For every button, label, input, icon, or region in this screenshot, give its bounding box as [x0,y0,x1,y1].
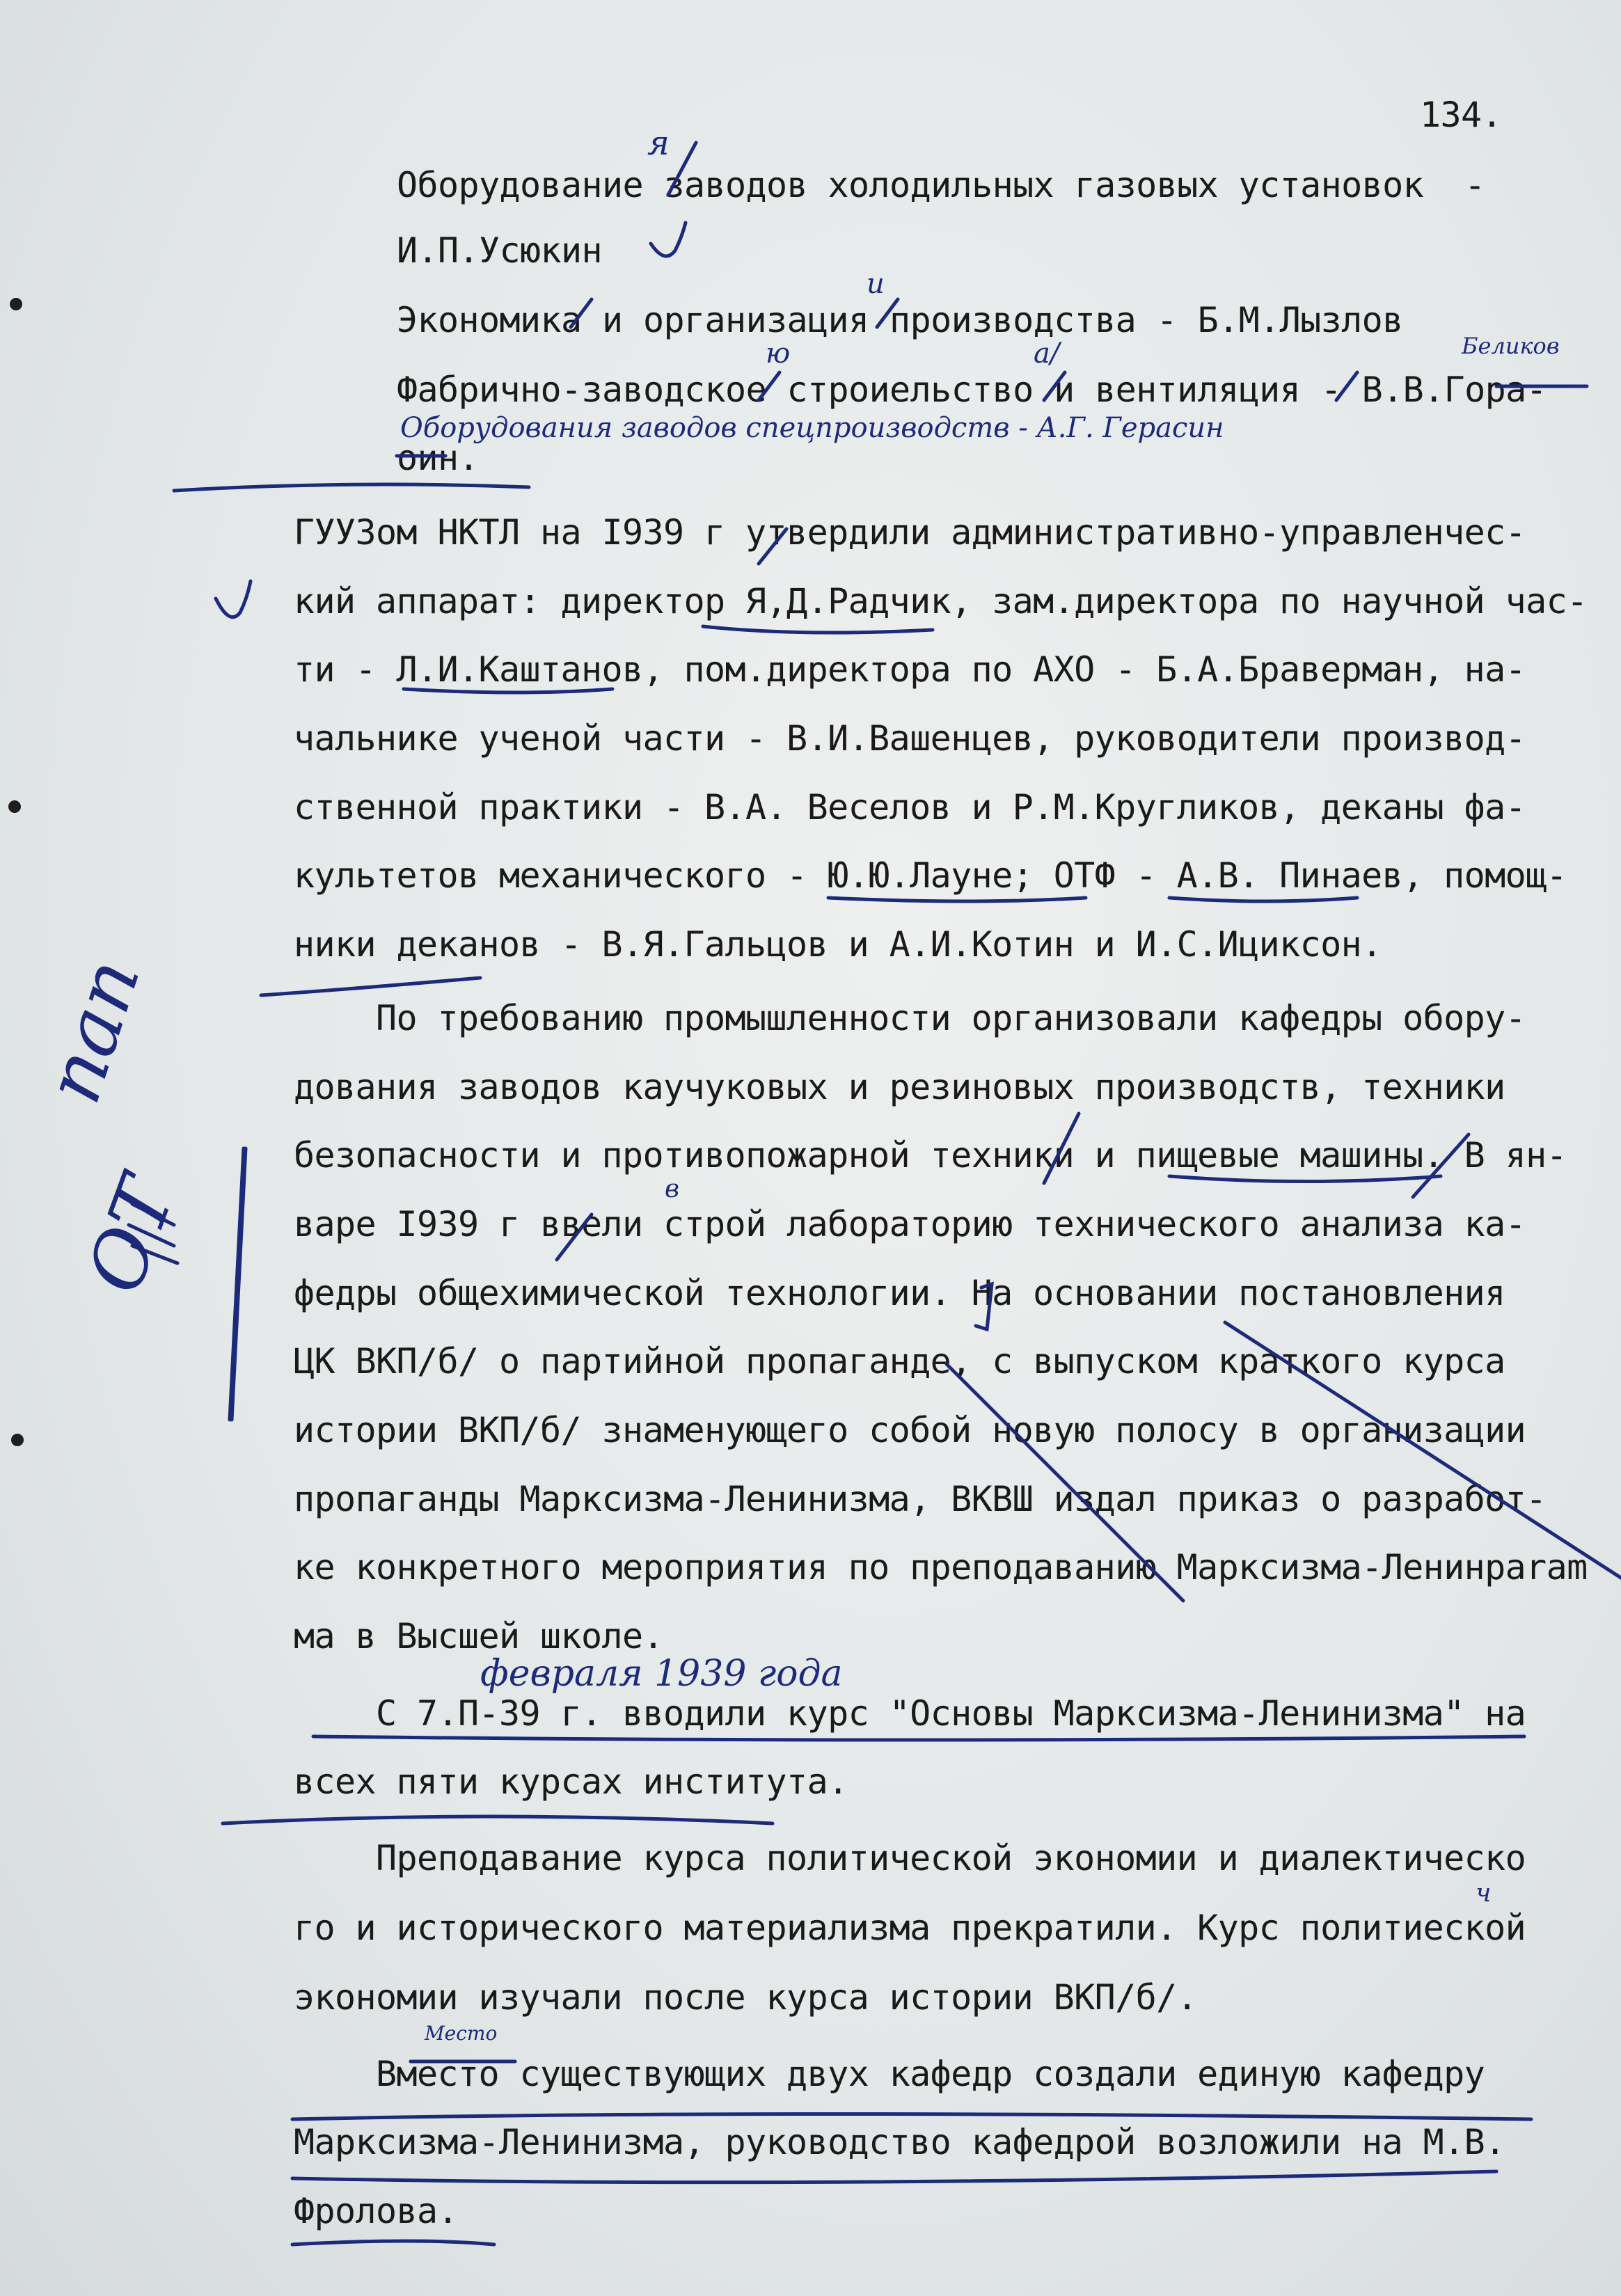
underline-pinaev [1169,898,1357,901]
handwritten-letter: а/ [1034,338,1060,370]
handwritten-correction: Беликов [1462,333,1560,359]
typed-line: Экономика и организация производства - Б.М.Лызлов [397,300,1403,340]
slash-mark [759,529,786,564]
slash-mark [759,372,780,400]
typed-line: Вместо существующих двух кафедр создали единую кафедру [294,2054,1485,2094]
typed-line: экономии изучали после курса истории ВКП/б/. [294,1977,1198,2018]
typed-line: ственной практики - В.А. Веселов и Р.М.Кругликов, деканы фа- [294,787,1526,828]
typed-line: Фролова. [294,2191,459,2231]
cross-hatch [129,1204,177,1263]
typed-line: варе I939 г ввели строй лабораторию технического анализа ка- [294,1204,1526,1244]
paragraph-start-line [261,978,480,995]
typed-line: истории ВКП/б/ знаменующего собой новую полосу в организации [294,1410,1526,1450]
bracket-mark [976,1284,992,1329]
typed-line: ти - Л.И.Каштанов, пом.директора по АХО - Б.А.Браверман, на- [294,649,1526,690]
typed-line: ники деканов - В.Я.Гальцов и А.И.Котин и И.С.Ициксон. [294,924,1382,965]
typed-line: пропаганды Марксизма-Ленинизма, ВКВШ издал приказ о разработ- [294,1479,1547,1519]
underline-date-paragraph [313,1736,1524,1740]
typed-line: всех пяти курсах института. [294,1761,848,1802]
long-diagonal-stroke [947,1364,1183,1601]
slash-mark [877,299,898,327]
typed-line: ГУУЗом НКТЛ на I939 г утвердили административно-управленчес- [294,512,1526,553]
typed-line: Преподавание курса политической экономии и диалектическо [294,1838,1526,1878]
typed-line: ма в Высшей школе. [294,1616,664,1656]
typed-line: федры общехимической технологии. На основании постановления [294,1273,1505,1313]
typed-line: Фабрично-заводское строиельство и вентиляция - В.В.Гора- [397,370,1547,410]
handwritten-letter: ю [766,338,791,370]
typed-line: чальнике ученой части - В.И.Вашенцев, руководители производ- [294,718,1526,759]
slash-mark [557,1214,592,1260]
underline-laune [828,898,1086,901]
underline-kafedra [292,2114,1531,2120]
underline-all-courses [223,1816,773,1823]
margin-vertical-bar [232,1148,246,1420]
typed-line: И.П.Усюкин [397,230,603,271]
slash-mark [668,143,696,195]
handwritten-date-note: февраля 1939 года [480,1653,843,1695]
underline-pischevye [1169,1176,1441,1182]
handwritten-letter: ч [1476,1879,1492,1908]
typed-line: кий аппарат: директор Я,Д.Радчик, зам.директора по научной час- [294,581,1588,621]
typed-line: ке конкретного мероприятия по преподаванию Марксизма-Ленинparam [294,1547,1588,1588]
underline-kashtanov [404,689,612,692]
typed-line: культетов механического - Ю.Ю.Лауне; ОТФ - А.В. Пинаев, помощ- [294,855,1567,896]
check-mark [651,223,686,256]
typed-line: оин. [397,438,480,478]
handwritten-letter: и [867,268,885,300]
typed-line: С 7.П-39 г. вводили курс "Основы Марксизма-Ленинизма" на [294,1693,1526,1734]
handwritten-vmesto: Место [425,2022,498,2045]
strike-slash [1413,1134,1469,1197]
typed-line: безопасности и противопожарной техники и пищевые машины. В ян- [294,1135,1567,1175]
typed-line: го и исторического материализма прекратили. Курс политиеской [294,1908,1526,1948]
page-number: 134. [1420,95,1503,135]
check-mark [216,581,251,617]
long-diagonal-stroke [1225,1322,1621,1601]
slash-mark [571,299,592,327]
typed-line: дования заводов каучуковых и резиновых производств, техники [294,1067,1505,1107]
slash-mark [1336,372,1357,400]
handwritten-margin-note: пап [28,948,157,1114]
typed-line: ЦК ВКП/б/ о партийной пропаганде, с выпуском краткого курса [294,1341,1505,1381]
handwritten-letter: я [647,124,670,163]
handwritten-margin-mark: ОТ [70,1166,193,1304]
underline-director [703,626,933,633]
handwritten-letter: в [665,1175,679,1203]
underline-frolov-end [292,2241,494,2244]
typed-line: По требованию промышленности организовали кафедры обору- [294,998,1526,1038]
slash-mark [1044,372,1065,400]
margin-bracket-line [174,484,529,491]
handwritten-inserted-line: Оборудования заводов спецпроизводств - А.Г. Герасин [400,412,1224,444]
typed-line: Марксизма-Ленинизма, руководство кафедрой возложили на М.В. [294,2122,1505,2162]
typed-line: Оборудование заводов холодильных газовых установок - [397,165,1485,205]
strike-slash [1044,1114,1079,1183]
margin-vertical-bar [230,1148,244,1420]
underline-frolov [292,2171,1496,2183]
